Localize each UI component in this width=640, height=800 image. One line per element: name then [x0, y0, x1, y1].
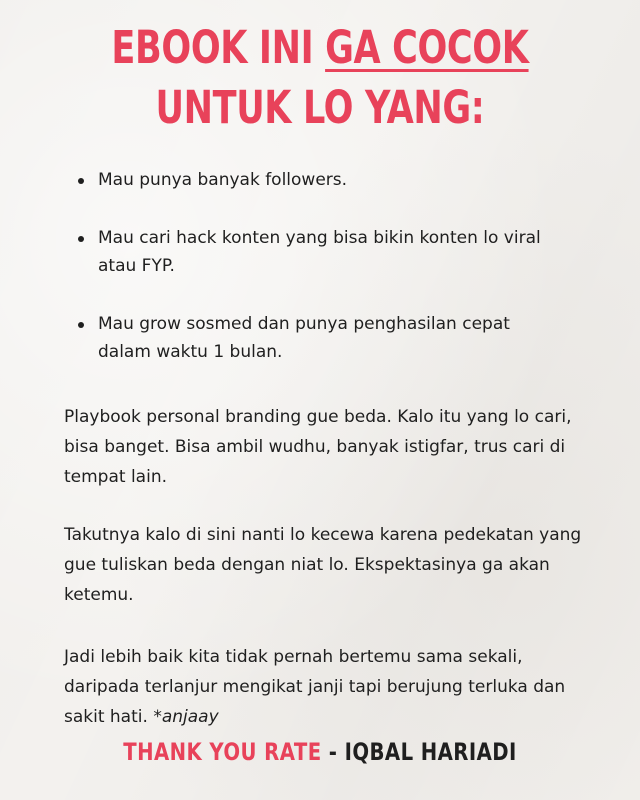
headline-underlined: GA COCOK: [325, 21, 529, 74]
headline-line-1: [70, 18, 569, 78]
bullet-text: Mau grow sosmed dan punya penghasilan cepat dalam waktu 1 bulan.: [98, 314, 510, 362]
headline: [70, 18, 569, 138]
paragraph-closing-italic: *anjaay: [153, 707, 219, 727]
bullet-text: Mau punya banyak followers.: [98, 170, 348, 190]
footer-separator: -: [321, 738, 345, 766]
footer-accent: THANK YOU RATE: [123, 738, 322, 766]
headline-prefix: EBOOK INI: [111, 21, 326, 74]
bullet-dot-icon: [78, 236, 84, 242]
bullet-item: [64, 224, 564, 280]
paragraph-playbook: Playbook personal branding gue beda. Kalo itu yang lo cari, bisa banget. Bisa ambil wudhu, banyak istigfar, trus cari di tempat lain.: [64, 407, 572, 487]
paragraph-closing: [64, 642, 584, 732]
paragraph-expectation: Takutnya kalo di sini nanti lo kecewa karena pedekatan yang gue tuliskan beda dengan niat lo. Ekspektasinya ga akan ketemu.: [64, 525, 582, 605]
bullet-list: [64, 166, 564, 396]
bullet-dot-icon: [78, 322, 84, 328]
headline-line-2: UNTUK LO YANG:: [155, 81, 485, 134]
bullet-dot-icon: [78, 178, 84, 184]
footer-credit: [58, 738, 583, 766]
bullet-item: [64, 310, 564, 366]
bullet-text: Mau cari hack konten yang bisa bikin konten lo viral atau FYP.: [98, 228, 541, 276]
bullet-item: [64, 166, 564, 194]
footer-author: IQBAL HARIADI: [344, 738, 517, 766]
paragraph-closing-text: Jadi lebih baik kita tidak pernah bertemu sama sekali, daripada terlanjur mengikat janji tapi berujung terluka dan sakit hati.: [64, 647, 566, 727]
